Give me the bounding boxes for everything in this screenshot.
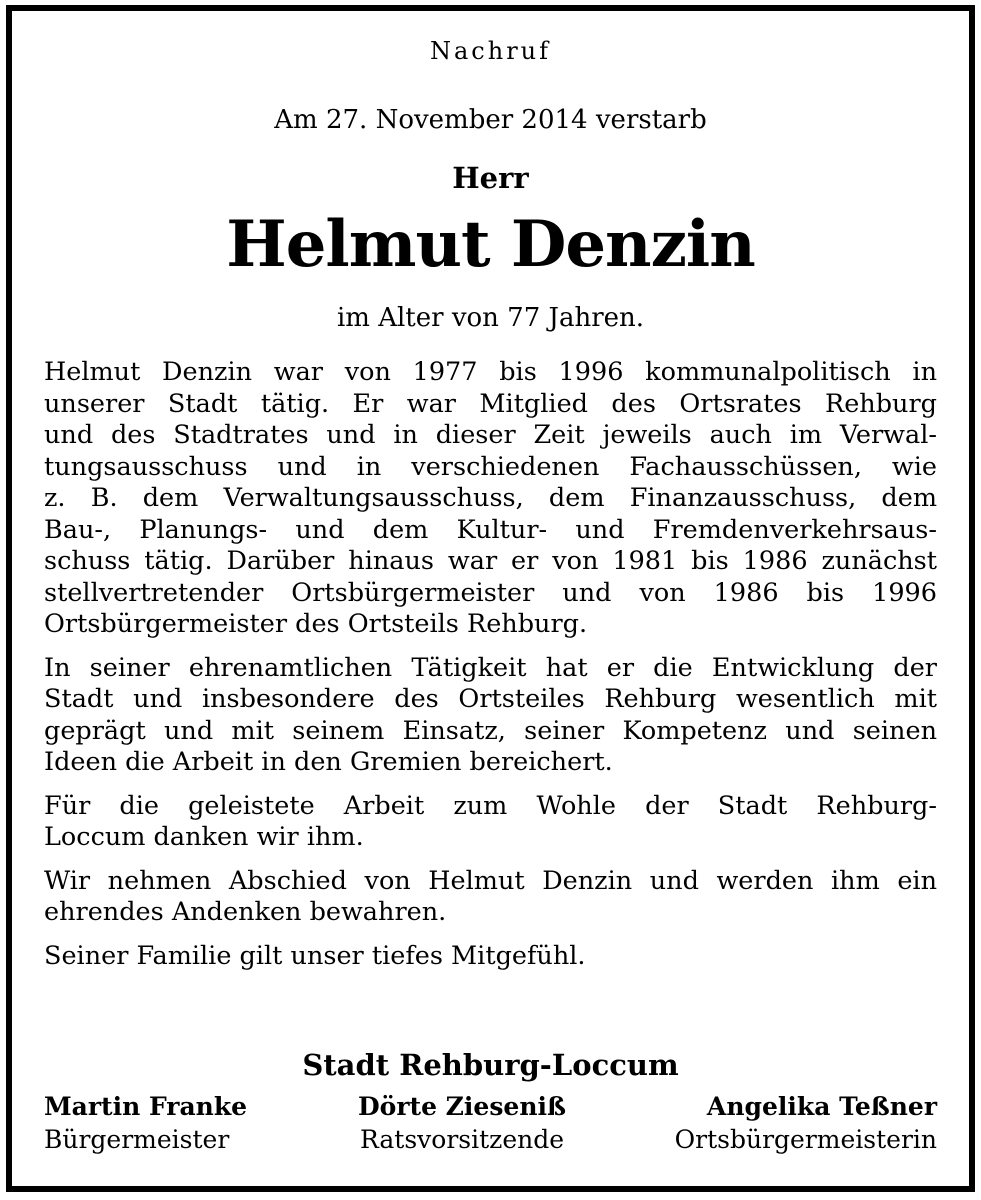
paragraph	[44, 791, 937, 854]
salutation: Herr	[452, 161, 529, 195]
text-line: Ortsbürgermeister des Ortsteils Rehburg.	[44, 609, 588, 639]
text-line: Wir nehmen Abschied von Helmut Denzin und werden ihm ein	[44, 865, 937, 896]
text-line: In seiner ehrenamtlichen Tätigkeit hat er die Entwicklung der	[44, 652, 937, 683]
signer-name: Martin Franke	[44, 1092, 248, 1121]
text-line: z. B. dem Verwaltungsausschuss, dem Finanzausschuss, dem	[44, 483, 937, 513]
text-line: tungsausschuss und in verschiedenen Fachausschüssen, wie	[44, 451, 937, 482]
text-line: Für die geleistete Arbeit zum Wohle der Stadt Rehburg-	[44, 790, 937, 821]
obituary-notice	[6, 5, 975, 1192]
text-line: schuss tätig. Darüber hinaus war er von 1981 bis 1986 zunächst	[44, 546, 937, 576]
signer-district-mayor	[632, 1091, 937, 1157]
text-line: geprägt und mit seinem Einsatz, seiner Kompetenz und seinen	[44, 715, 937, 746]
signer-mayor	[44, 1091, 274, 1157]
text-line: ehrendes Andenken bewahren.	[44, 897, 447, 927]
signer-council-chair	[312, 1091, 612, 1157]
text-line: stellvertretender Ortsbürgermeister und von 1986 bis 1996	[44, 577, 937, 608]
age-line: im Alter von 77 Jahren.	[336, 303, 645, 333]
notice-title: Nachruf	[429, 37, 552, 65]
text-line: Loccum danken wir ihm.	[44, 822, 364, 852]
paragraph	[44, 866, 937, 929]
text-line: Bau-, Planungs- und dem Kultur- und Fremdenverkehrsaus-	[44, 514, 937, 545]
text-line: und des Stadtrates und in dieser Zeit jeweils auch im Verwal-	[44, 420, 937, 450]
signer-name: Angelika Teßner	[706, 1092, 937, 1121]
signer-role: Ratsvorsitzende	[359, 1125, 565, 1154]
text-line: Stadt und insbesondere des Ortsteiles Rehburg wesentlich mit	[44, 684, 937, 714]
signer-role: Bürgermeister	[44, 1125, 230, 1154]
paragraph	[44, 941, 937, 973]
signer-role: Ortsbürgermeisterin	[674, 1125, 937, 1154]
obituary-body	[44, 357, 937, 984]
text-line: Helmut Denzin war von 1977 bis 1996 kommunalpolitisch in	[44, 357, 937, 387]
paragraph	[44, 357, 937, 641]
text-line: Seiner Familie gilt unser tiefes Mitgefühl.	[44, 940, 586, 971]
text-line: Ideen die Arbeit in den Gremien bereichert.	[44, 747, 613, 777]
death-announcement: Am 27. November 2014 verstarb	[274, 105, 707, 135]
paragraph	[44, 653, 937, 779]
deceased-name: Helmut Denzin	[226, 207, 755, 282]
signer-name: Dörte Zieseniß	[358, 1092, 566, 1121]
text-line: unserer Stadt tätig. Er war Mitglied des Ortsrates Rehburg	[44, 388, 937, 419]
issuing-organization: Stadt Rehburg-Loccum	[302, 1048, 679, 1082]
